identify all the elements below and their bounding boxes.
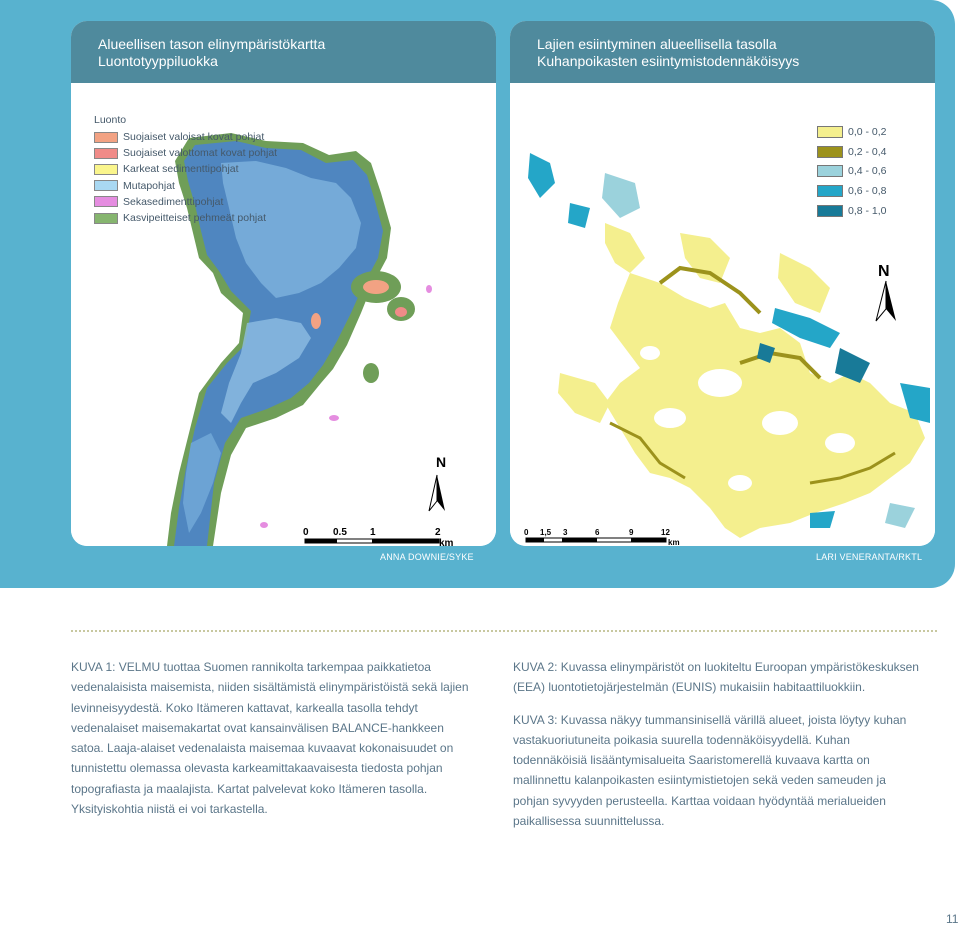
- caption-figure-1: KUVA 1: VELMU tuottaa Suomen rannikolta tarkempaa paikkatietoa vedenalaisista maisemista, niiden sisältämistä elinympäristöistä sekä lajien levinneisyydestä. Koko Itämeren kattavat, karkealla tasolla tehdyt vedenalaiset maisemakartat ovat kansainvälisen BALANCE-hankkeen satoa. Laaja-alaiset vedenalaista maisemaa kuvaavat kokonaisuudet on tunnistettu olemassa olevasta karkeamittakaavaisesta tiedosta pohjan topografiasta ja maalajista. Kartat palvelevat koko Itämeren tasolla. Yksityiskohtia niistä ei voi tarkastella.: [71, 660, 469, 817]
- legend-item: [817, 162, 887, 182]
- legend-swatch: [94, 180, 118, 191]
- scale-unit-left: km: [439, 538, 454, 546]
- legend-label: Karkeat sedimenttipohjat: [123, 163, 239, 176]
- legend-item: [94, 194, 277, 210]
- legend-item: [94, 161, 277, 177]
- legend-item: [94, 145, 277, 161]
- habitat-map-title: Alueellisen tason elinympäristökartta: [98, 36, 326, 52]
- habitat-legend: [94, 114, 277, 226]
- habitat-map-header: [71, 21, 496, 83]
- caption-figure-3: KUVA 3: Kuvassa näkyy tummansinisellä värillä alueet, joista löytyy kuhan vastakuoriutuneita poikasia suurella todennäköisyydellä. Kuhan todennäköisiä lisääntymisalueita Saaristomerellä kuvaava kartta on mallinnettu kalanpoikasten esiintymistietojen sekä veden sameuden ja pohjan syvyyden perusteella. Karttaa voidaan hyödyntää merialueiden paikallisessa suunnittelussa.: [513, 712, 907, 829]
- legend-label: 0,8 - 1,0: [848, 205, 887, 218]
- scale-tick-0: 0: [524, 528, 529, 537]
- legend-swatch: [94, 196, 118, 207]
- legend-item: [817, 122, 887, 142]
- legend-swatch: [94, 148, 118, 159]
- legend-item: [817, 142, 887, 162]
- legend-swatch: [94, 213, 118, 224]
- legend-swatch: [817, 165, 843, 177]
- legend-title: Luonto: [94, 114, 127, 126]
- legend-swatch: [817, 146, 843, 158]
- legend-item: [817, 201, 887, 221]
- legend-label: Mutapohjat: [123, 179, 175, 192]
- legend-label: 0,6 - 0,8: [848, 185, 887, 198]
- legend-label: Sekasedimenttipohjat: [123, 195, 224, 208]
- legend-item: [817, 181, 887, 201]
- habitat-map-card: [71, 21, 496, 546]
- legend-label: 0,0 - 0,2: [848, 125, 887, 138]
- probability-legend: [817, 122, 887, 221]
- scale-tick-3: 2: [435, 527, 441, 538]
- probability-map-card: [510, 21, 935, 546]
- legend-swatch: [817, 126, 843, 138]
- scale-unit-right: km: [668, 538, 680, 546]
- legend-item: [94, 178, 277, 194]
- probability-map-subtitle: Kuhanpoikasten esiintymistodennäköisyys: [537, 53, 800, 69]
- probability-map-header: [510, 21, 935, 83]
- scale-tick-4: 9: [629, 528, 634, 537]
- legend-swatch: [817, 205, 843, 217]
- legend-item: [94, 210, 277, 226]
- photo-credit-right: LARI VENERANTA/RKTL: [816, 552, 923, 562]
- scale-tick-5: 12: [661, 528, 670, 537]
- caption-right-column: [513, 657, 923, 843]
- legend-swatch: [94, 164, 118, 175]
- habitat-map-subtitle: Luontotyyppiluokka: [98, 53, 218, 69]
- page-number: 11: [946, 912, 959, 926]
- legend-label: Suojaiset valoisat kovat pohjat: [123, 131, 265, 144]
- legend-label: Kasvipeitteiset pehmeät pohjat: [123, 212, 267, 225]
- scale-tick-1: 0.5: [333, 527, 347, 538]
- legend-swatch: [94, 132, 118, 143]
- legend-swatch: [817, 185, 843, 197]
- north-label-right: N: [878, 263, 890, 280]
- scale-tick-2: 1: [370, 527, 376, 538]
- legend-item: [94, 129, 277, 145]
- caption-figure-2: KUVA 2: Kuvassa elinympäristöt on luokiteltu Euroopan ympäristökeskuksen (EEA) luontotietojärjestelmän (EUNIS) mukaisiin habitaattiluokkiin.: [513, 660, 919, 695]
- photo-credit-left: ANNA DOWNIE/SYKE: [380, 552, 474, 562]
- scale-tick-3: 6: [595, 528, 600, 537]
- scale-tick-1: 1,5: [540, 528, 552, 537]
- dotted-divider: [71, 630, 937, 632]
- scale-tick-0: 0: [303, 527, 309, 538]
- legend-label: 0,4 - 0,6: [848, 165, 887, 178]
- north-label-left: N: [436, 454, 447, 470]
- probability-map-title: Lajien esiintyminen alueellisella tasolla: [537, 36, 777, 52]
- legend-label: Suojaiset valottomat kovat pohjat: [123, 147, 278, 160]
- legend-label: 0,2 - 0,4: [848, 145, 887, 158]
- scale-tick-2: 3: [563, 528, 568, 537]
